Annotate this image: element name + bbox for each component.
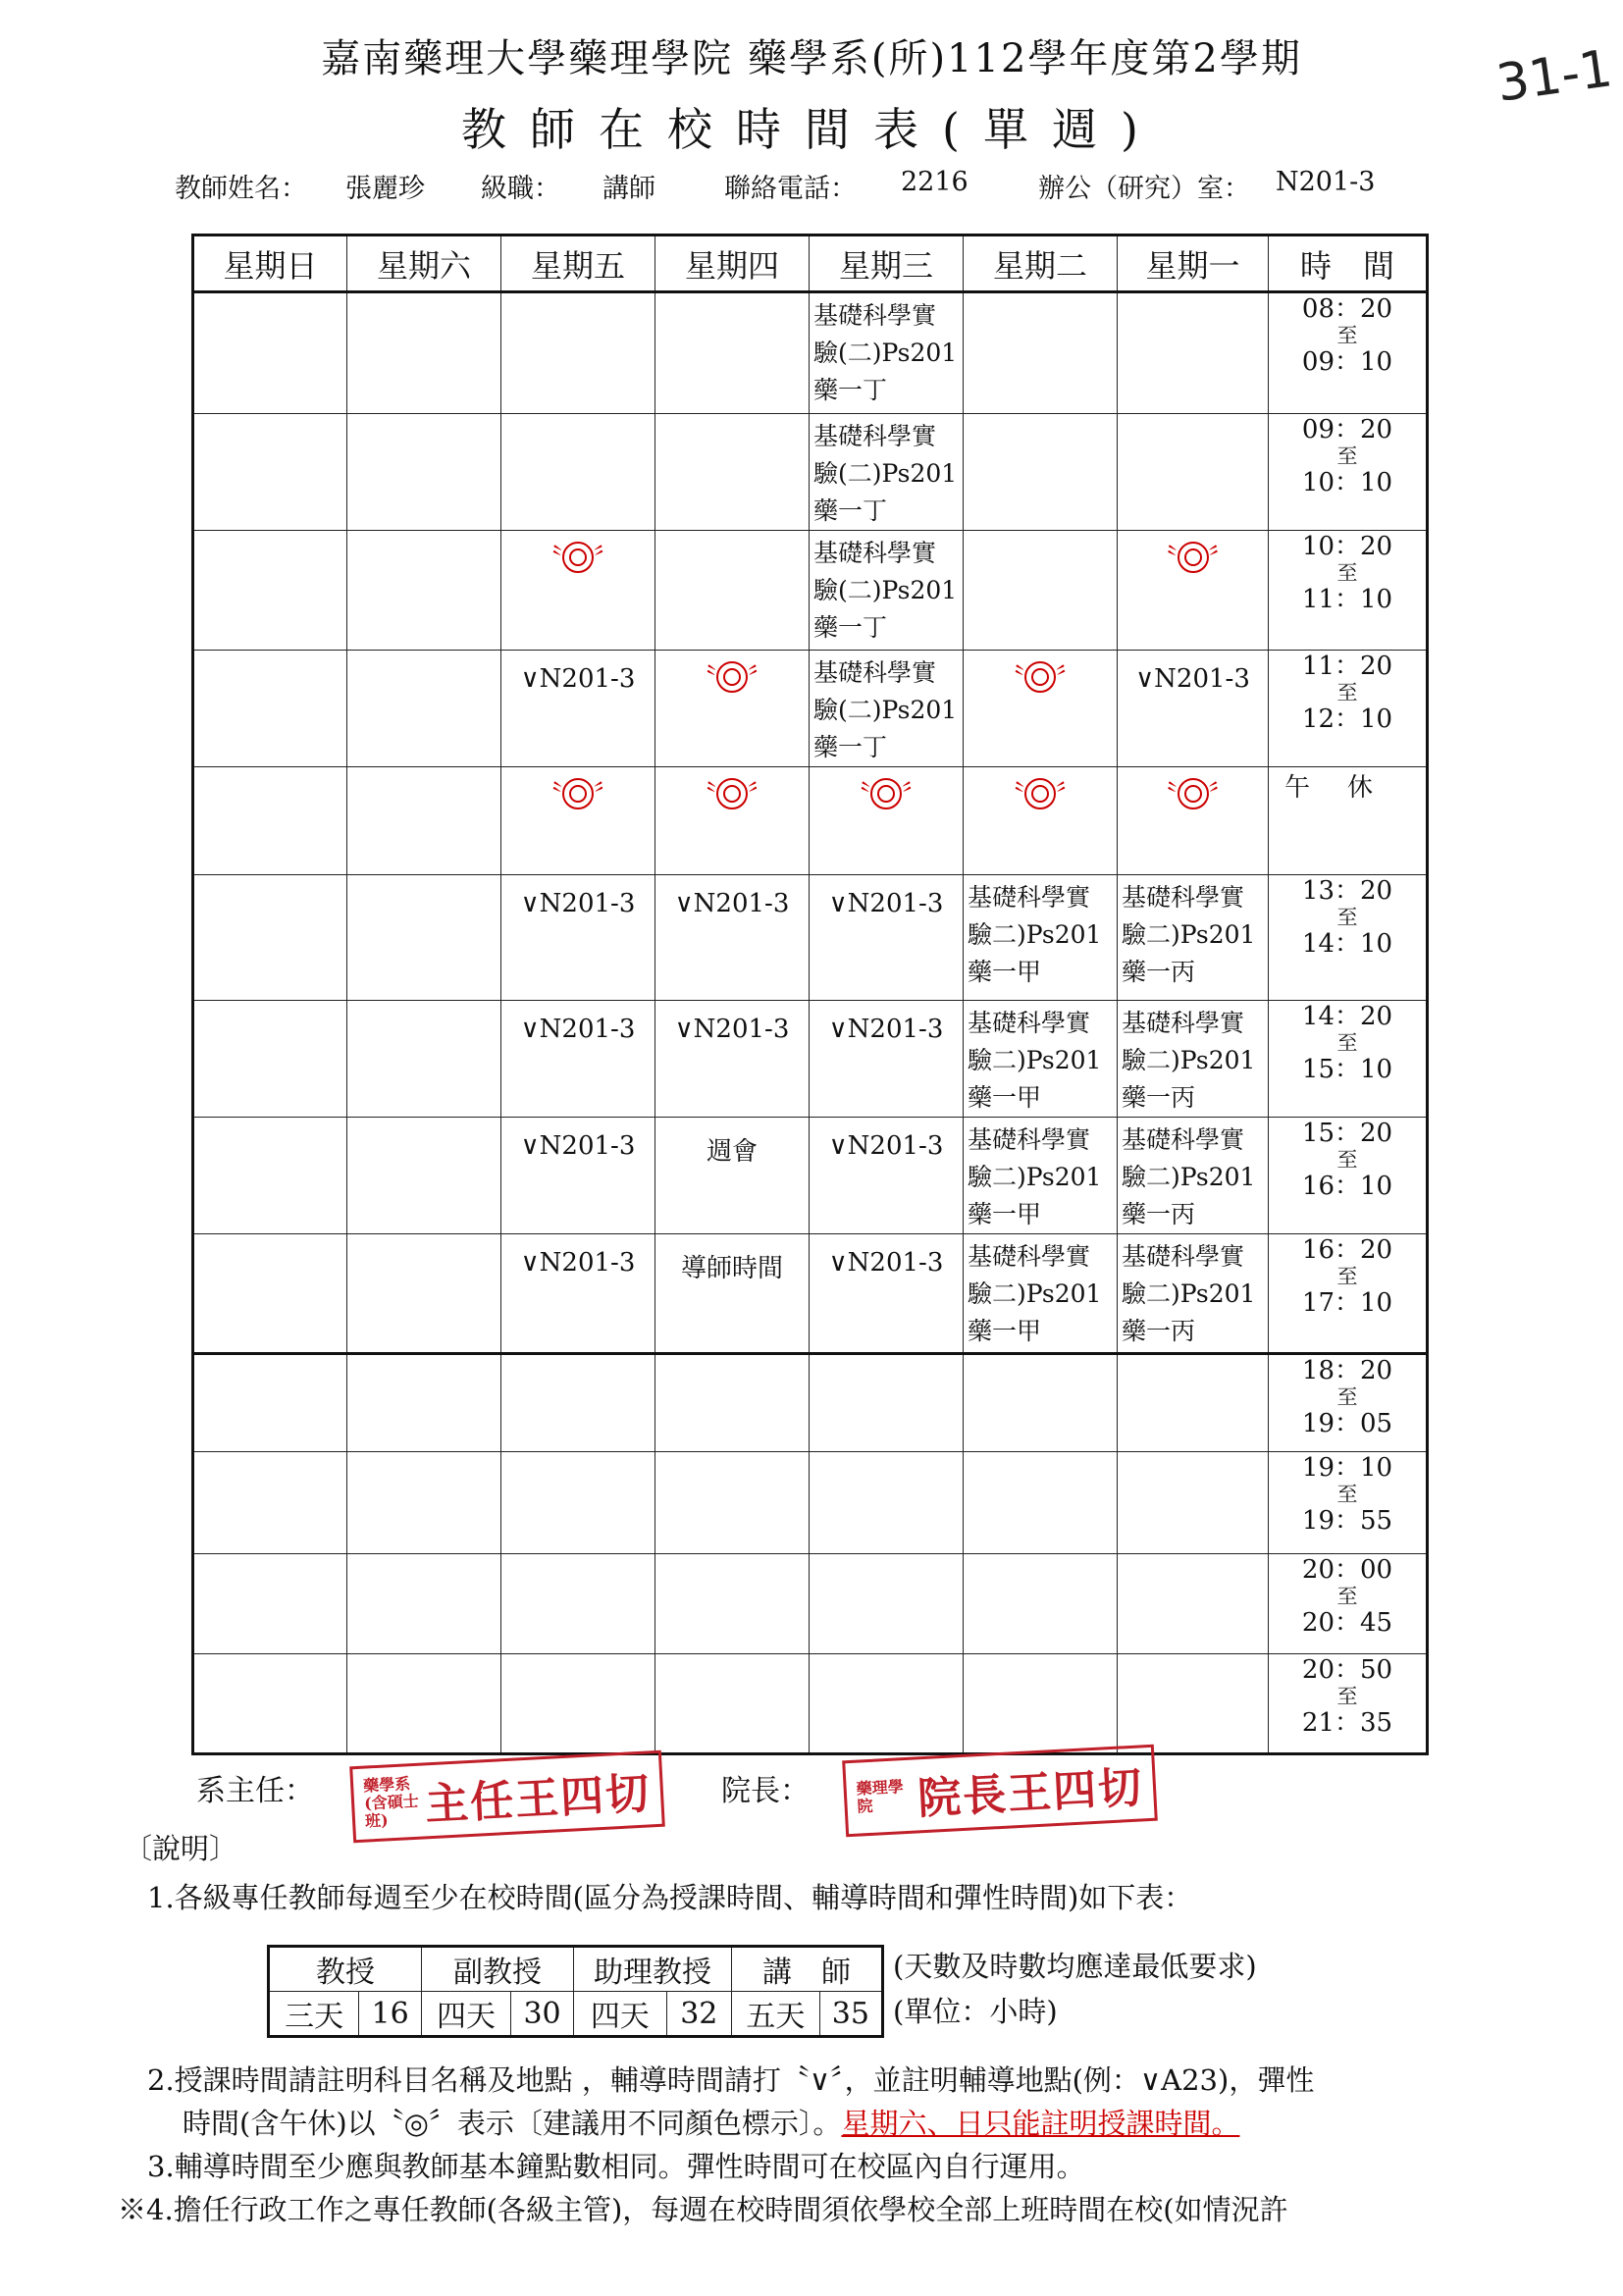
schedule-body [193,292,1428,1754]
requirement-table [267,1945,884,2038]
time-end: 21：35 [1301,1708,1393,1738]
cell-tue [964,767,1118,875]
teacher-name: 張麗珍 [345,174,425,204]
cell-mon [1118,1452,1269,1554]
dean-stamp-college: 藥理學院 [856,1777,905,1816]
chair-stamp-name: 主任王四切 [424,1768,653,1831]
time-start: 20：00 [1301,1555,1393,1585]
header-tue: 星期二 [964,235,1118,292]
class-entry [810,293,963,409]
time-to: 至 [1336,1031,1358,1055]
cell-mon [1118,767,1269,875]
time-start: 13：20 [1301,876,1393,906]
requirement-header-row [269,1947,883,1992]
req-header-lect: 講 師 [732,1947,883,1992]
time-start: 11：20 [1301,652,1393,681]
schedule-header-row [193,235,1428,292]
note-4: ※4.擔任行政工作之專任教師(各級主管)，每週在校時間須依學校全部上班時間在校(如情況許 [118,2193,1288,2226]
cell-mon [1118,651,1269,767]
cell-fri [501,651,655,767]
class-entry-line: 基礎科學實 [813,422,937,450]
class-entry [1118,1234,1268,1350]
cell-sun [193,651,347,767]
flex-time-mark: 〝 〞 [655,767,809,811]
cell-sat [347,1118,501,1234]
time-start: 20：50 [1301,1655,1393,1685]
cell-sun [193,531,347,651]
chair-label: 系主任： [196,1774,314,1808]
schedule-row [193,531,1428,651]
tutoring-entry: 週會 [706,1137,758,1167]
cell-mon [1118,1234,1269,1354]
cell-sun [193,875,347,1001]
tutoring-entry: ∨N201-3 [828,889,944,918]
schedule-row [193,651,1428,767]
time-to: 至 [1336,681,1358,704]
schedule-row [193,875,1428,1001]
cell-sat [347,651,501,767]
time-end: 20：45 [1301,1608,1393,1638]
dean-stamp-name: 院長王四切 [916,1762,1145,1825]
class-entry [1118,1118,1268,1233]
class-entry-line: 驗二)Ps201 [1122,920,1256,949]
double-circle-icon [870,778,902,809]
cell-mon [1118,292,1269,414]
time-end: 17：10 [1301,1288,1393,1318]
time-start: 19：10 [1301,1453,1393,1483]
req-days-asst: 四天 [574,1992,667,2037]
double-circle-icon [1024,661,1056,693]
cell-fri [501,292,655,414]
cell-tue [964,1654,1118,1754]
schedule-row [193,1234,1428,1354]
time-end: 11：10 [1301,585,1393,614]
cell-sun [193,1118,347,1234]
cell-thu [655,767,810,875]
header-mon: 星期一 [1118,235,1269,292]
phone-label: 聯絡電話： [724,174,857,204]
time-slot-cell [1269,414,1428,531]
cell-thu [655,875,810,1001]
req-days-assoc: 四天 [422,1992,511,2037]
class-entry-line: 基礎科學實 [1122,1242,1245,1271]
time-to: 至 [1336,1483,1358,1506]
tutoring-entry: ∨N201-3 [674,889,790,918]
office-label: 辦公（研究）室： [1038,174,1250,204]
schedule-row [193,292,1428,414]
time-end: 10：10 [1301,468,1393,497]
cell-sat [347,1554,501,1654]
req-hours-prof: 16 [359,1992,422,2037]
time-start: 08：20 [1301,294,1393,324]
rank-label: 級職： [481,174,560,204]
schedule-table [191,234,1429,1755]
office: N201-3 [1276,167,1376,197]
double-circle-icon [562,542,594,573]
schedule-row [193,1354,1428,1452]
class-entry [964,875,1117,991]
cell-fri [501,1001,655,1118]
cell-wed [810,1354,964,1452]
time-start: 09：20 [1301,415,1393,444]
cell-sun [193,414,347,531]
schedule-row [193,767,1428,875]
class-entry [1118,875,1268,991]
class-entry [810,414,963,530]
schedule-row [193,1654,1428,1754]
time-to: 至 [1336,1148,1358,1172]
cell-wed [810,1234,964,1354]
notes-heading: 〔說明〕 [124,1832,238,1865]
class-entry-line: 藥一丁 [813,376,888,404]
cell-sat [347,531,501,651]
req-hours-assoc: 30 [511,1992,574,2037]
class-entry-line: 驗二)Ps201 [968,1279,1102,1308]
cell-fri [501,1354,655,1452]
cell-thu [655,1234,810,1354]
time-end: 19：55 [1301,1506,1393,1536]
cell-tue [964,1001,1118,1118]
class-entry-line: 驗(二)Ps201 [813,459,958,488]
time-to: 至 [1336,906,1358,929]
double-circle-icon [716,661,748,693]
time-to: 至 [1336,1265,1358,1288]
teacher-name-label: 教師姓名： [175,174,307,204]
class-entry [810,651,963,766]
cell-mon [1118,1554,1269,1654]
document-subtitle: 教師在校時間表(單週) [461,103,1162,156]
note-1: 1.各級專任教師每週至少在校時間(區分為授課時間、輔導時間和彈性時間)如下表： [147,1881,1193,1914]
schedule-row [193,1118,1428,1234]
lunch-break-cell: 午休 [1269,767,1428,875]
cell-wed [810,767,964,875]
time-slot-cell [1269,875,1428,1001]
cell-sun [193,1234,347,1354]
time-start: 14：20 [1301,1002,1393,1031]
class-entry-line: 基礎科學實 [968,1242,1091,1271]
cell-tue [964,1554,1118,1654]
double-circle-icon [716,778,748,809]
class-entry-line: 基礎科學實 [1122,883,1245,912]
time-slot-cell [1269,1554,1428,1654]
cell-fri [501,1654,655,1754]
class-entry-line: 基礎科學實 [813,301,937,330]
cell-tue [964,1118,1118,1234]
time-end: 19：05 [1301,1409,1393,1438]
time-slot-cell [1269,1354,1428,1452]
cell-sat [347,1354,501,1452]
tutoring-entry: ∨N201-3 [520,1248,636,1278]
class-entry-line: 藥一丙 [1122,1083,1196,1112]
tutoring-entry: 導師時間 [680,1254,783,1283]
cell-fri [501,875,655,1001]
time-to: 至 [1336,444,1358,468]
cell-thu [655,1118,810,1234]
flex-time-mark: 〝 〞 [655,651,809,695]
class-entry-line: 藥一丙 [1122,1317,1196,1345]
cell-sat [347,1001,501,1118]
cell-wed [810,1118,964,1234]
cell-tue [964,531,1118,651]
tutoring-entry: ∨N201-3 [674,1015,790,1044]
header-fri: 星期五 [501,235,655,292]
time-slot-cell [1269,1118,1428,1234]
note-2-text: 時間(含午休)以〝◎〞表示〔建議用不同顏色標示〕。 [183,2107,842,2140]
dean-label: 院長： [721,1774,810,1808]
cell-fri [501,1452,655,1554]
class-entry-line: 基礎科學實 [1122,1009,1245,1037]
time-start: 18：20 [1301,1356,1393,1385]
schedule-row [193,1001,1428,1118]
time-slot-cell [1269,1452,1428,1554]
cell-thu [655,1354,810,1452]
cell-thu [655,292,810,414]
class-entry [964,1001,1117,1117]
cell-tue [964,651,1118,767]
class-entry-line: 藥一甲 [968,1083,1042,1112]
cell-sat [347,875,501,1001]
cell-wed [810,1654,964,1754]
cell-tue [964,292,1118,414]
cell-wed [810,414,964,531]
class-entry-line: 驗(二)Ps201 [813,696,958,724]
cell-fri [501,1118,655,1234]
class-entry-line: 藥一丁 [813,496,888,525]
class-entry [964,1234,1117,1350]
header-thu: 星期四 [655,235,810,292]
req-days-prof: 三天 [269,1992,359,2037]
time-to: 至 [1336,1685,1358,1708]
req-note-1: (天數及時數均應達最低要求) [893,1950,1257,1983]
time-slot-cell [1269,1654,1428,1754]
cell-mon [1118,1001,1269,1118]
req-hours-lect: 35 [819,1992,882,2037]
time-end: 09：10 [1301,347,1393,377]
cell-sun [193,1452,347,1554]
class-entry-line: 藥一丙 [1122,958,1196,986]
note-3: 3.輔導時間至少應與教師基本鐘點數相同。彈性時間可在校區內自行運用。 [147,2150,1085,2183]
tutoring-entry: ∨N201-3 [1135,664,1250,694]
cell-wed [810,651,964,767]
class-entry-line: 藥一甲 [968,958,1042,986]
schedule-row [193,414,1428,531]
class-entry-line: 驗(二)Ps201 [813,576,958,604]
cell-thu [655,1001,810,1118]
time-end: 12：10 [1301,704,1393,734]
cell-sat [347,767,501,875]
class-entry-line: 驗(二)Ps201 [813,339,958,367]
cell-mon [1118,414,1269,531]
note-2-line-2 [183,2102,1239,2145]
time-slot-cell [1269,531,1428,651]
req-header-prof: 教授 [269,1947,422,1992]
cell-thu [655,1452,810,1554]
cell-tue [964,1234,1118,1354]
cell-fri [501,414,655,531]
req-days-lect: 五天 [732,1992,820,2037]
time-start: 10：20 [1301,532,1393,561]
cell-sat [347,292,501,414]
time-to: 至 [1336,324,1358,347]
header-sat: 星期六 [347,235,501,292]
page-mark: 31-1 [1492,39,1616,114]
cell-sat [347,1654,501,1754]
cell-mon [1118,1654,1269,1754]
req-note-2: (單位：小時) [893,1995,1058,2028]
double-circle-icon [562,778,594,809]
time-end: 16：10 [1301,1172,1393,1201]
cell-wed [810,292,964,414]
class-entry-line: 基礎科學實 [813,658,937,687]
cell-fri [501,1554,655,1654]
class-entry-line: 基礎科學實 [1122,1125,1245,1154]
class-entry-line: 基礎科學實 [813,539,937,567]
schedule-row [193,1554,1428,1654]
time-to: 至 [1336,1585,1358,1608]
cell-wed [810,1554,964,1654]
req-header-asst: 助理教授 [574,1947,732,1992]
cell-mon [1118,1118,1269,1234]
class-entry-line: 藥一丁 [813,613,888,642]
cell-tue [964,1354,1118,1452]
double-circle-icon [1178,542,1209,573]
flex-time-mark: 〝 〞 [810,767,963,811]
class-entry [1118,1001,1268,1117]
double-circle-icon [1178,778,1209,809]
cell-sun [193,292,347,414]
time-slot-cell [1269,1001,1428,1118]
class-entry-line: 驗二)Ps201 [1122,1046,1256,1074]
class-entry-line: 藥一丁 [813,733,888,761]
req-header-assoc: 副教授 [422,1947,574,1992]
tutoring-entry: ∨N201-3 [828,1015,944,1044]
time-to: 至 [1336,561,1358,585]
cell-thu [655,1654,810,1754]
cell-wed [810,531,964,651]
header-sun: 星期日 [193,235,347,292]
cell-sun [193,767,347,875]
cell-wed [810,1452,964,1554]
time-slot-cell [1269,292,1428,414]
time-slot-cell [1269,1234,1428,1354]
cell-tue [964,1452,1118,1554]
cell-wed [810,1001,964,1118]
dean-stamp [842,1745,1158,1838]
cell-sat [347,1234,501,1354]
cell-sun [193,1354,347,1452]
class-entry-line: 基礎科學實 [968,883,1091,912]
cell-thu [655,651,810,767]
cell-tue [964,414,1118,531]
tutoring-entry: ∨N201-3 [520,1015,636,1044]
class-entry-line: 驗二)Ps201 [968,1163,1102,1191]
double-circle-icon [1024,778,1056,809]
header-time: 時 間 [1269,235,1428,292]
flex-time-mark: 〝 〞 [1118,531,1268,575]
requirement-value-row [269,1992,883,2037]
chair-stamp [349,1750,665,1844]
cell-mon [1118,1354,1269,1452]
header-wed: 星期三 [810,235,964,292]
tutoring-entry: ∨N201-3 [828,1131,944,1161]
cell-tue [964,875,1118,1001]
tutoring-entry: ∨N201-3 [520,889,636,918]
flex-time-mark: 〝 〞 [964,767,1117,811]
phone: 2216 [901,167,969,197]
cell-thu [655,1554,810,1654]
cell-sun [193,1554,347,1654]
class-entry-line: 驗二)Ps201 [968,920,1102,949]
cell-fri [501,1234,655,1354]
class-entry-line: 驗二)Ps201 [1122,1279,1256,1308]
req-hours-asst: 32 [666,1992,731,2037]
class-entry-line: 基礎科學實 [968,1009,1091,1037]
cell-sun [193,1001,347,1118]
time-end: 14：10 [1301,929,1393,959]
cell-sun [193,1654,347,1754]
schedule-row [193,1452,1428,1554]
flex-time-mark: 〝 〞 [501,767,654,811]
note-2-weekend-rule: 星期六、日只能註明授課時間。 [841,2107,1240,2140]
class-entry-line: 藥一甲 [968,1317,1042,1345]
note-2-line-1: 2.授課時間請註明科目名稱及地點 ，輔導時間請打〝∨〞，並註明輔導地點(例：∨A23)，彈性 [147,2063,1315,2097]
class-entry [964,1118,1117,1233]
time-start: 16：20 [1301,1235,1393,1265]
flex-time-mark: 〝 〞 [1118,767,1268,811]
tutoring-entry: ∨N201-3 [520,1131,636,1161]
cell-fri [501,767,655,875]
tutoring-entry: ∨N201-3 [828,1248,944,1278]
class-entry-line: 基礎科學實 [968,1125,1091,1154]
flex-time-mark: 〝 〞 [501,531,654,575]
cell-mon [1118,875,1269,1001]
rank: 講師 [602,174,655,204]
class-entry-line: 驗二)Ps201 [968,1046,1102,1074]
cell-sat [347,414,501,531]
flex-time-mark: 〝 〞 [964,651,1117,695]
time-slot-cell [1269,651,1428,767]
cell-wed [810,875,964,1001]
document-title: 嘉南藥理大學藥理學院 藥學系(所)112學年度第2學期 [321,36,1302,81]
cell-sat [347,1452,501,1554]
time-to: 至 [1336,1385,1358,1409]
cell-thu [655,531,810,651]
tutoring-entry: ∨N201-3 [520,664,636,694]
cell-thu [655,414,810,531]
time-end: 15：10 [1301,1055,1393,1084]
cell-mon [1118,531,1269,651]
class-entry-line: 藥一甲 [968,1200,1042,1228]
chair-stamp-dept: 藥學系(含碩士班) [362,1774,420,1831]
time-start: 15：20 [1301,1119,1393,1148]
cell-fri [501,531,655,651]
class-entry-line: 藥一丙 [1122,1200,1196,1228]
class-entry-line: 驗二)Ps201 [1122,1163,1256,1191]
class-entry [810,531,963,647]
